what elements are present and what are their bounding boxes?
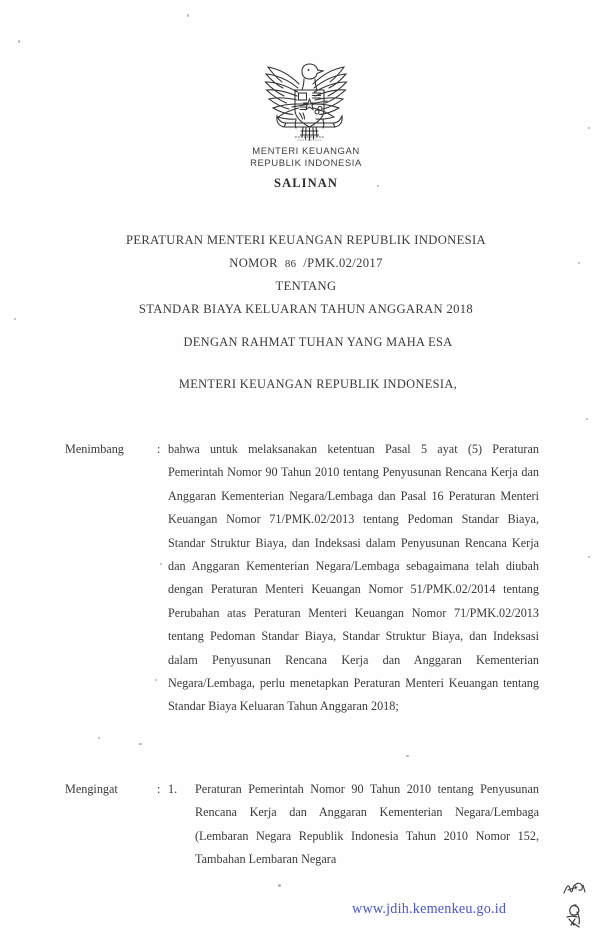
list-item-text-wrap [195,778,539,872]
emblem-container [0,58,612,151]
scan-speck [588,556,590,558]
clause-colon: : [157,782,161,796]
list-item [168,778,539,872]
list-item-number: 1. [168,782,178,796]
clause-body-menimbang [168,438,539,719]
copy-marking: SALINAN [274,176,338,190]
handwritten-signature-mark-icon [563,903,587,934]
scan-speck [406,755,409,757]
scan-speck [586,418,588,420]
garuda-pancasila-emblem-icon [260,58,352,146]
ministry-line-1: MENTERI KEUANGAN [252,146,360,157]
authority-line: MENTERI KEUANGAN REPUBLIK INDONESIA, [178,377,458,391]
scan-speck [187,14,189,17]
title-line-subject: STANDAR BIAYA KELUARAN TAHUN ANGGARAN 2018 [138,301,474,316]
scan-speck [18,40,20,43]
ministry-header [0,146,612,169]
scan-speck [278,884,281,887]
clause-colon: : [157,442,161,456]
ministry-line-2: REPUBLIK INDONESIA [250,157,362,169]
jdih-url-link[interactable]: www.jdih.kemenkeu.go.id [352,901,507,917]
list-item-text: Peraturan Pemerintah Nomor 90 Tahun 2010 tentang Penyusunan Rencana Kerja dan Anggaran Kementerian Negara/Lembaga (Lembaran Negara Republik Indonesia Tahun 2010 Nomor 152, Tambahan Lembaran Negara [195,782,539,867]
title-line-tentang: TENTANG [275,279,337,293]
title-line-number [0,252,612,276]
title-line-authority: PERATURAN MENTERI KEUANGAN REPUBLIK INDONESIA [126,233,486,247]
regulation-title-block [0,229,612,320]
handwritten-initial-mark-icon [562,881,588,902]
clause-label-menimbang: Menimbang [65,442,124,456]
scan-speck [139,743,142,745]
clause-paragraph: bahwa untuk melaksanakan ketentuan Pasal 5 ayat (5) Peraturan Pemerintah Nomor 90 Tahun 2010 tentang Penyusunan Rencana Kerja dan Anggaran Kementerian Negara/Lembaga dan Pasal 16 Peraturan Menteri Keuangan Nomor 71/PMK.02/2013 tentang Pedoman Standar Biaya, Standar Struktur Biaya, dan Indeksasi dalam Penyusunan Rencana Kerja dan Anggaran Kementerian Negara/Lembaga sebagaimana telah diubah dengan Peraturan Menteri Keuangan Nomor 51/PMK.02/2014 tentang Perubahan atas Peraturan Menteri Keuangan Nomor 71/PMK.02/2013 tentang Pedoman Standar Biaya, Standar Struktur Biaya, dan Indeksasi dalam Penyusunan Rencana Kerja dan Anggaran Kementerian Negara/Lembaga, perlu menetapkan Peraturan Menteri Keuangan tentang Standar Biaya Keluaran Tahun Anggaran 2018; [168,442,539,714]
nomor-prefix: NOMOR [229,255,278,270]
blessing-line: DENGAN RAHMAT TUHAN YANG MAHA ESA [183,335,453,349]
clause-mengingat [65,778,539,872]
clause-label-mengingat: Mengingat [65,782,118,796]
clause-menimbang [65,438,539,719]
nomor-value: 86 [284,257,297,270]
clause-body-mengingat [168,778,539,872]
nomor-suffix: /PMK.02/2017 [303,255,383,270]
scan-speck [98,737,100,739]
